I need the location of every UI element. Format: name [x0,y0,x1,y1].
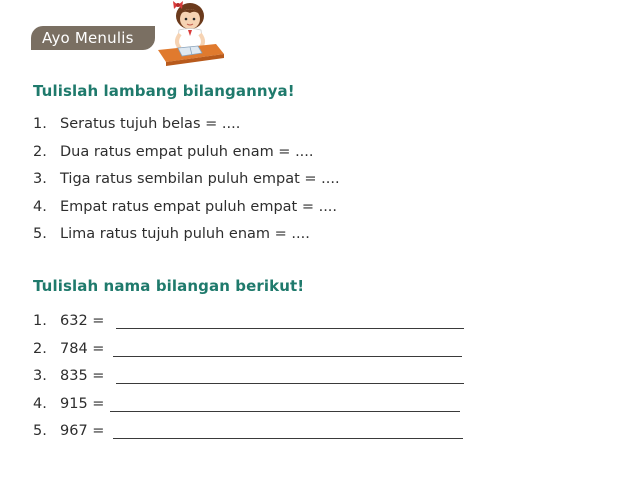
student-writing-icon [150,0,230,72]
item-number: 5. [33,423,47,439]
section2-list [33,311,104,449]
list-item [33,394,104,422]
item-number: 4. [33,395,47,412]
section1-heading: Tulislah lambang bilangannya! [33,82,295,100]
item-text: 915 = [60,395,105,412]
item-number: 1. [33,116,47,132]
item-text: 632 = [60,313,105,329]
item-text: Empat ratus empat puluh empat = .... [60,198,338,215]
item-text: 835 = [60,368,105,384]
section-banner [31,26,155,50]
list-item [33,366,104,394]
section2-heading: Tulislah nama bilangan berikut! [33,277,305,295]
item-number: 2. [33,340,47,357]
list-item [33,114,340,142]
section1-list [33,114,340,252]
item-number: 5. [33,226,47,242]
answer-blank-line [116,328,464,329]
item-text: Seratus tujuh belas = .... [60,116,241,132]
banner-label: Ayo Menulis [42,29,134,47]
list-item [33,311,104,339]
answer-blank-line [113,438,463,439]
item-number: 3. [33,368,47,384]
item-text: Lima ratus tujuh puluh enam = .... [60,226,310,242]
answer-blank-line [110,411,460,412]
answer-blank-line [113,356,462,357]
answer-blank-line [116,383,464,384]
list-item [33,197,340,225]
item-text: Tiga ratus sembilan puluh empat = .... [60,171,340,187]
item-number: 1. [33,313,47,329]
item-text: 967 = [60,423,105,439]
list-item [33,339,104,367]
list-item [33,169,340,197]
item-number: 3. [33,171,47,187]
item-number: 4. [33,198,47,215]
item-number: 2. [33,143,47,160]
item-text: 784 = [60,340,105,357]
list-item [33,142,340,170]
list-item [33,421,104,449]
item-text: Dua ratus empat puluh enam = .... [60,143,314,160]
list-item [33,224,340,252]
